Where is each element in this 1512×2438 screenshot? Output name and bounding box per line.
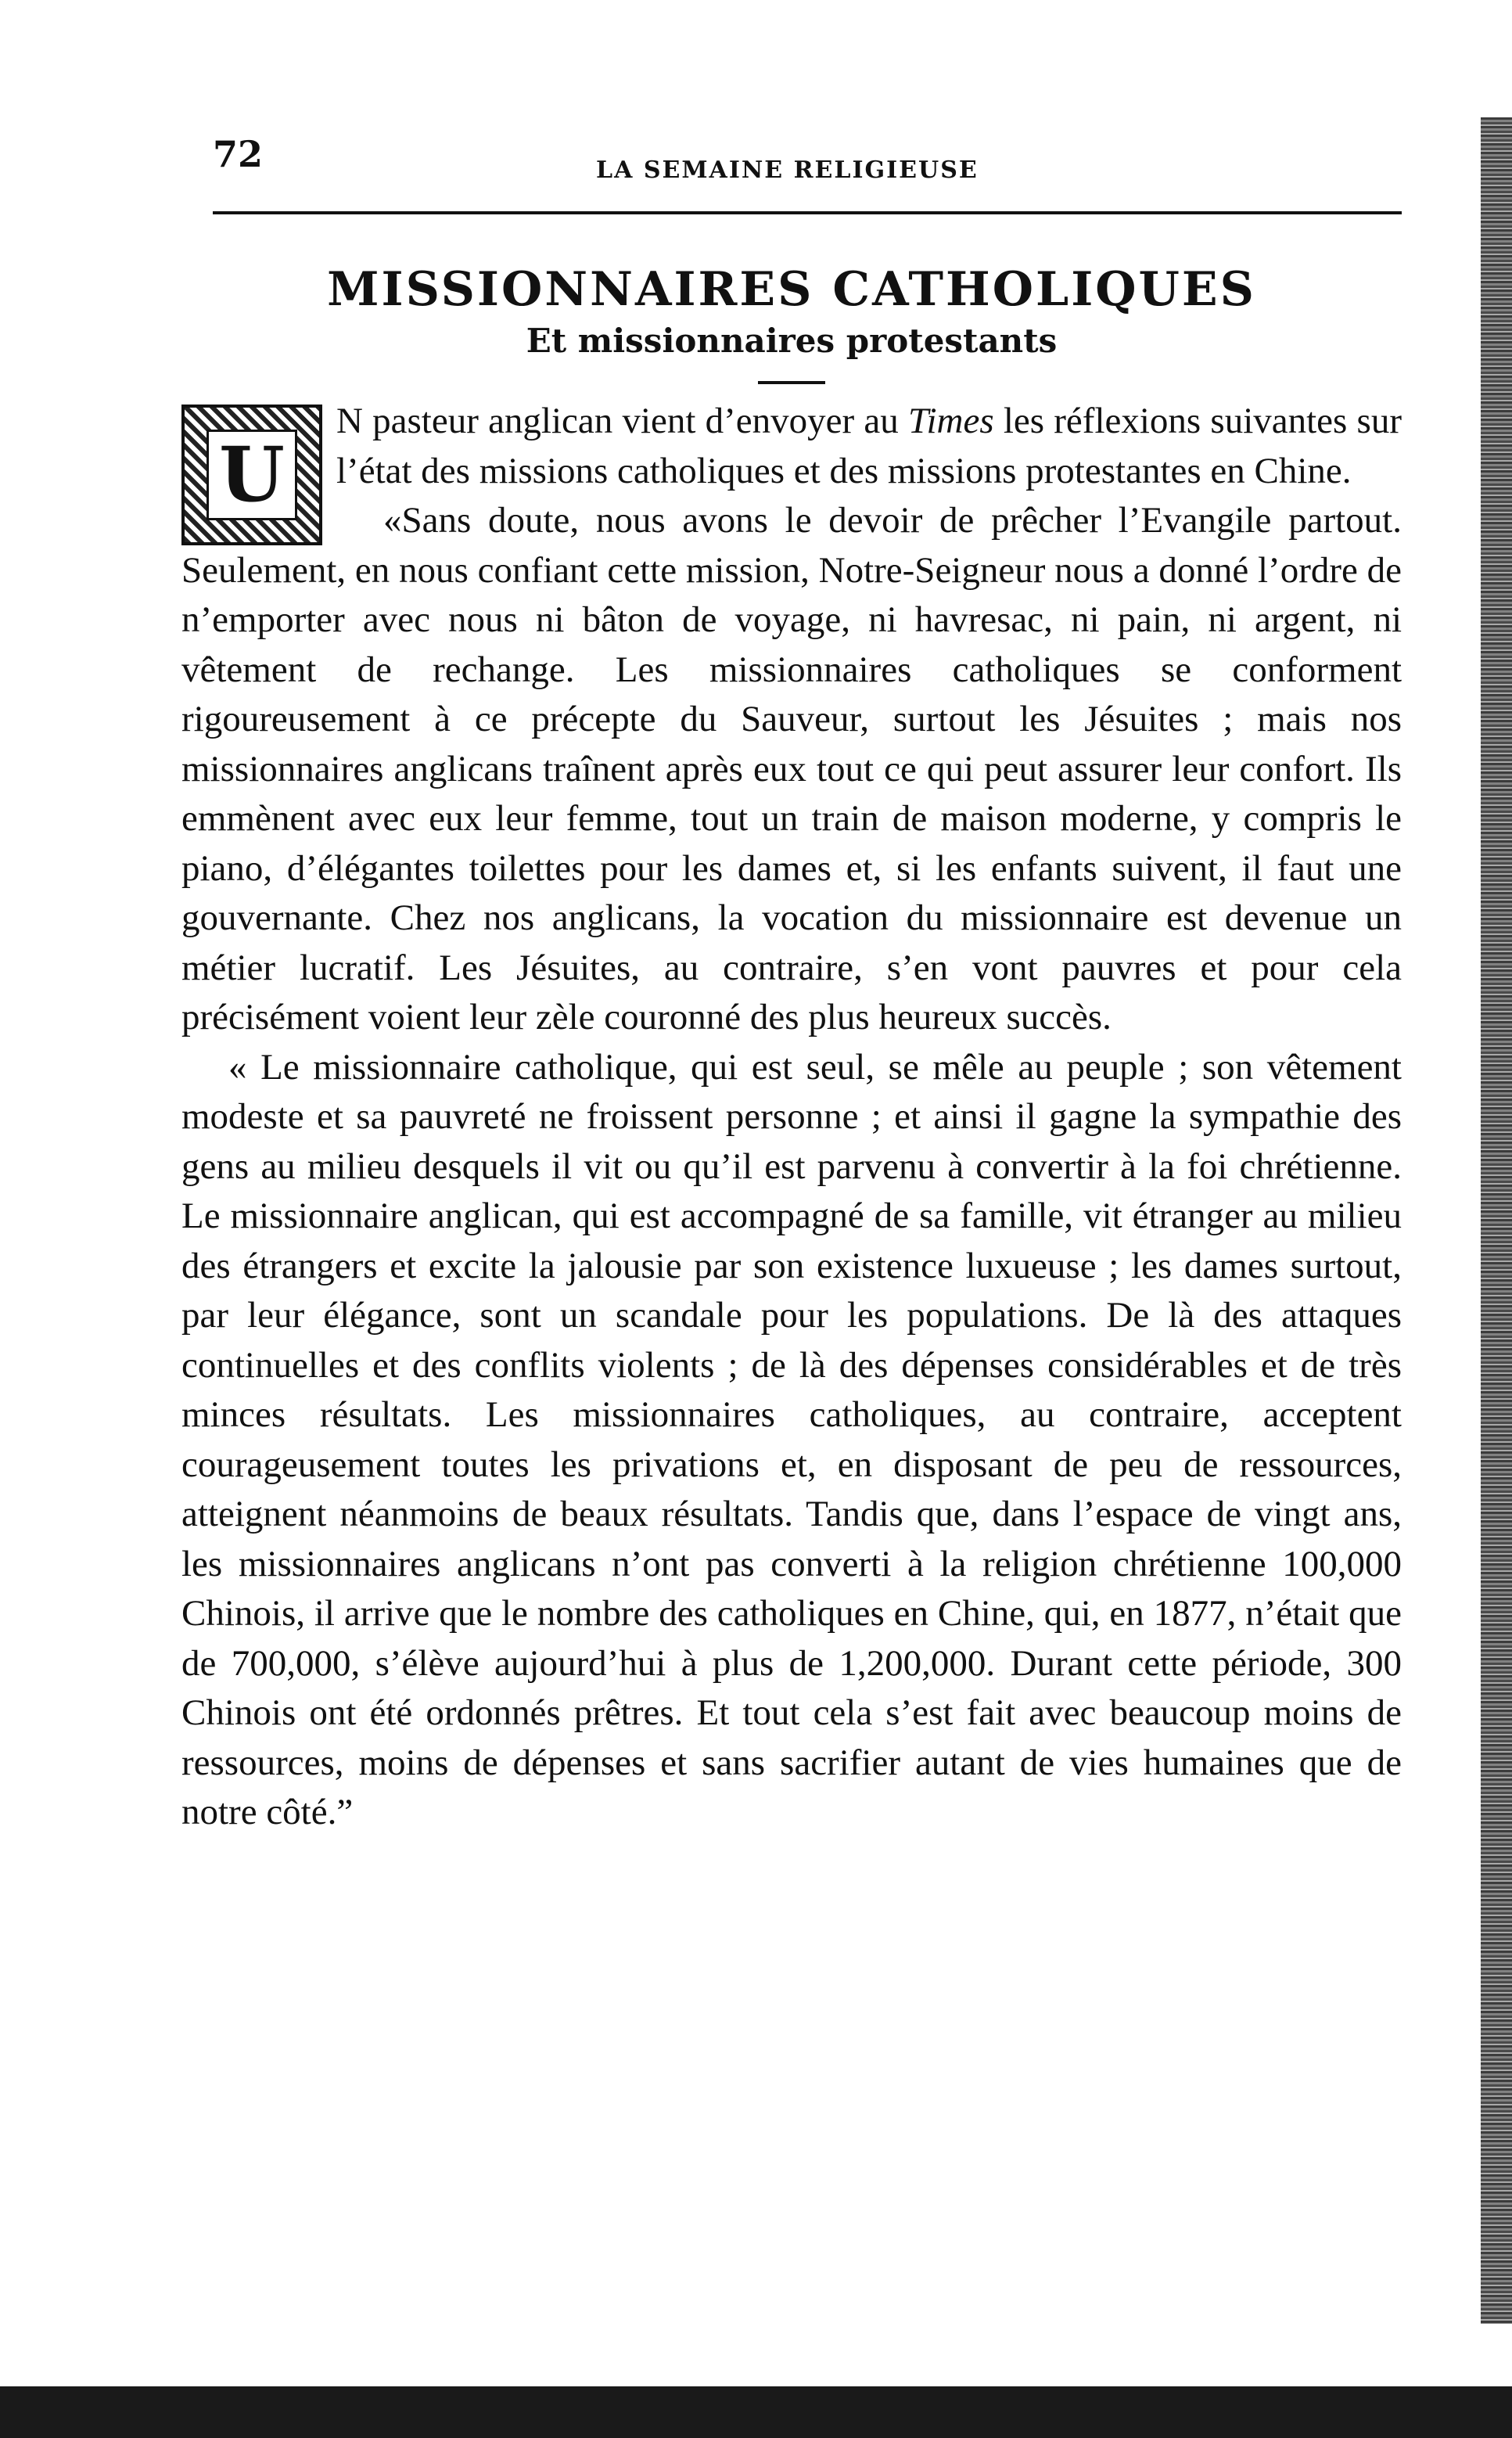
page xyxy=(181,117,1402,1838)
running-title: LA SEMAINE RELIGIEUSE xyxy=(596,156,979,184)
drop-cap-ornament xyxy=(181,405,322,545)
newspaper-name: Times xyxy=(907,401,994,441)
running-head xyxy=(181,117,1402,188)
paragraph-1-text-b: les réflexions suivantes sur l’état des missions catholiques et des missions protestantes en Chine. xyxy=(336,401,1402,491)
title-rule xyxy=(758,381,825,384)
article-subtitle: Et missionnaires protestants xyxy=(526,322,1058,360)
article-body xyxy=(181,397,1402,1838)
scan-edge-bottom xyxy=(0,2386,1512,2438)
paragraph-1 xyxy=(181,397,1402,519)
article-title: MISSIONNAIRES CATHOLIQUES xyxy=(327,262,1256,317)
drop-cap-letter: U xyxy=(219,430,285,519)
header-rule xyxy=(213,211,1402,214)
drop-cap-frame xyxy=(207,430,297,520)
page-number: 72 xyxy=(213,133,264,175)
scan-edge-right xyxy=(1481,117,1512,2324)
paragraph-2: «Sans doute, nous avons le devoir de prêcher l’Evangile partout. Seulement, en nous confiant cette mission, Notre-Seigneur nous a donné l’ordre de n’emporter avec nous ni bâton de voyage, ni havresac, ni pain, ni argent, ni vêtement de rechange. Les missionnaires catholiques se conforment rigoureusement à ce précepte du Sauveur, surtout les Jésuites ; mais nos missionnaires anglicans traînent après eux tout ce qui peut assurer leur confort. Ils emmènent avec eux leur femme, tout un train de maison moderne, y compris le piano, d’élégantes toilettes pour les dames et, si les enfants suivent, il faut une gouvernante. Chez nos anglicans, la vocation du missionnaire est devenue un métier lucratif. Les Jésuites, au contraire, s’en vont pauvres et pour cela précisément voient leur zèle couronné des plus heureux succès. xyxy=(181,500,1402,1037)
paragraph-1-text-a: N pasteur anglican vient d’envoyer au xyxy=(336,401,908,441)
paragraph-3: « Le missionnaire catholique, qui est seul, se mêle au peuple ; son vêtement modeste et sa pauvreté ne froissent personne ; et ainsi il gagne la sympathie des gens au milieu desquels il vit ou qu’il est parvenu à convertir à la foi chrétienne. Le missionnaire anglican, qui est accompagné de sa famille, vit étranger au milieu des étrangers et excite la jalousie par son existence luxueuse ; les dames surtout, par leur élégance, sont un scandale pour les populations. De là des attaques continuelles et des conflits violents ; de là des dépenses considérables et de très minces résultats. Les missionnaires catholiques, au contraire, acceptent courageusement toutes les privations et, en disposant de peu de ressources, atteignent néanmoins de beaux résultats. Tandis que, dans l’espace de vingt ans, les missionnaires anglicans n’ont pas converti à la religion chrétienne 100,000 Chinois, il arrive que le nombre des catholiques en Chine, qui, en 1877, n’était que de 700,000, s’élève aujourd’hui à plus de 1,200,000. Durant cette période, 300 Chinois ont été ordonnés prêtres. Et tout cela s’est fait avec beaucoup moins de ressources, moins de dépenses et sans sacrifier autant de vies humaines que de notre côté.” xyxy=(181,1046,1402,1832)
